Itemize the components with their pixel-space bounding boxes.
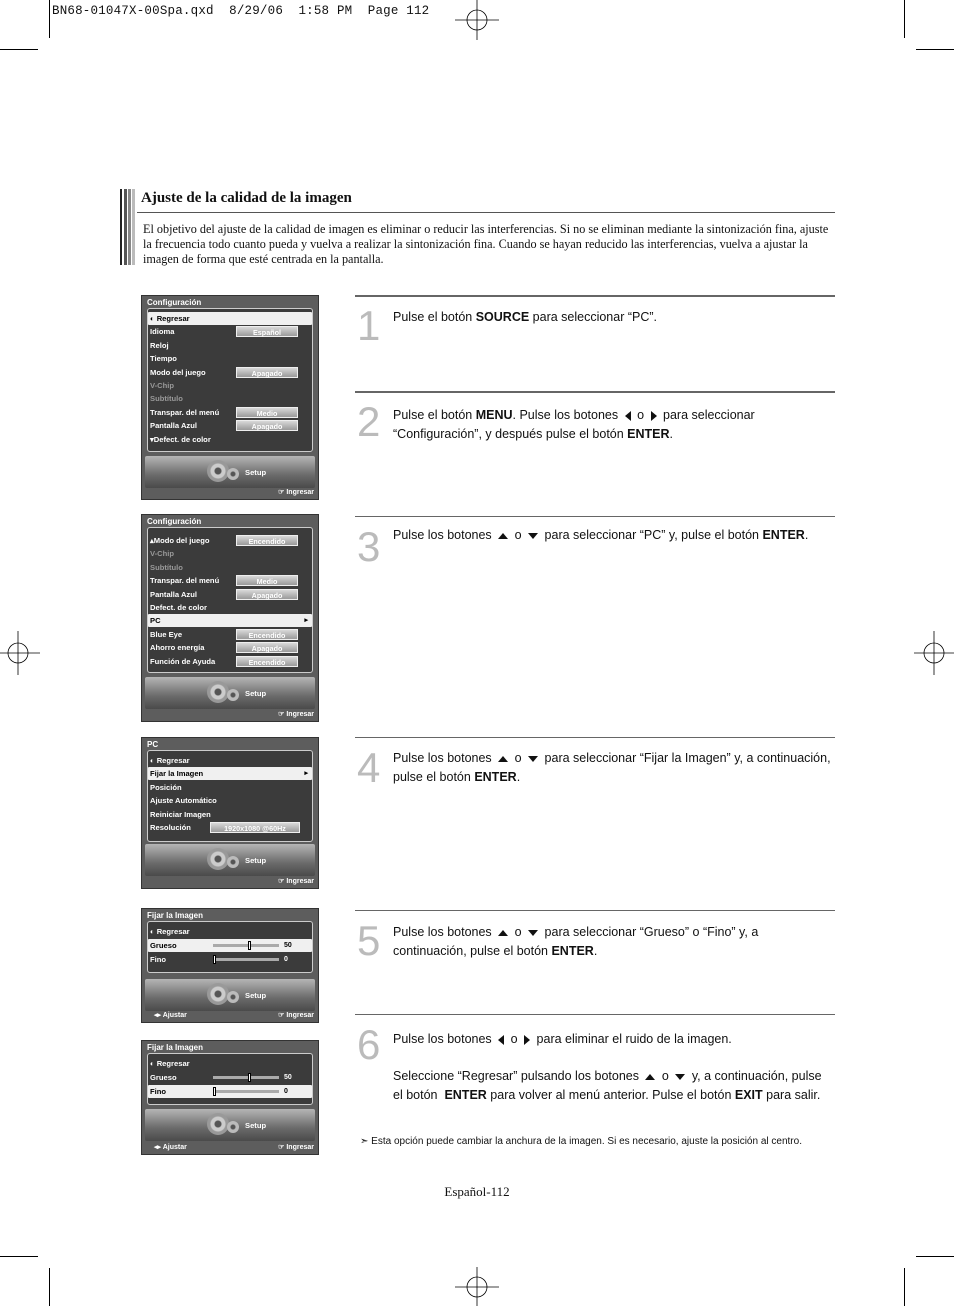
section-rule bbox=[137, 212, 835, 213]
tv-footer-enter: ☞ Ingresar bbox=[278, 489, 314, 496]
tv-menu-row bbox=[148, 547, 312, 560]
tv-menu-row bbox=[148, 534, 312, 547]
registration-mark-icon bbox=[455, 0, 499, 44]
tv-slider bbox=[213, 958, 279, 961]
tv-slider-knob bbox=[248, 941, 251, 950]
tv-row-label: ▾Defect. de color bbox=[150, 434, 211, 444]
tv-row-value: Encendido bbox=[236, 629, 298, 640]
gear-icon bbox=[207, 1113, 229, 1135]
tv-menu-title: Configuración bbox=[147, 298, 202, 307]
gear-icon bbox=[207, 983, 229, 1005]
tv-setup-label: Setup bbox=[245, 856, 267, 865]
tv-menu-row bbox=[148, 406, 312, 419]
tv-menu-row bbox=[148, 352, 312, 365]
tv-row-label: Resolución bbox=[150, 823, 191, 832]
tv-menu-row bbox=[148, 641, 312, 654]
tv-setup-label: Setup bbox=[245, 468, 267, 477]
tv-row-value: Español bbox=[236, 326, 298, 337]
step-number: 4 bbox=[357, 744, 381, 791]
tv-menu-title: PC bbox=[147, 740, 159, 749]
step-number: 1 bbox=[357, 302, 381, 349]
tv-footer-enter: ☞ Ingresar bbox=[278, 1144, 314, 1151]
tv-row-label: Fino bbox=[150, 1087, 167, 1096]
step-text: Pulse los botones o para seleccionar “PC” y, pulse el botón ENTER. bbox=[393, 528, 809, 542]
tv-menu-row bbox=[148, 655, 312, 668]
tv-row-label: Reiniciar Imagen bbox=[150, 809, 211, 819]
tv-footer-enter: ☞ Ingresar bbox=[278, 878, 314, 885]
crop-mark bbox=[916, 49, 954, 50]
tv-menu-row bbox=[148, 614, 312, 627]
tv-menu-row bbox=[148, 379, 312, 392]
tv-slider-value: 0 bbox=[284, 1088, 288, 1095]
tv-row-label: Blue Eye bbox=[150, 629, 183, 639]
tv-menu-row bbox=[148, 312, 312, 325]
tv-row-label: Fijar la Imagen bbox=[150, 769, 204, 779]
gear-icon bbox=[207, 460, 229, 482]
chevron-right-icon: ▸ bbox=[304, 617, 308, 625]
tv-menu-row bbox=[148, 574, 312, 587]
step-text: Pulse el botón MENU. Pulse los botones o para seleccionar “Configuración”, y después pulse el botón ENTER. bbox=[393, 408, 755, 441]
step-rule bbox=[355, 1014, 835, 1015]
crop-mark bbox=[904, 0, 905, 38]
tv-row-label: Fino bbox=[150, 955, 167, 964]
tv-row-label: Grueso bbox=[150, 1073, 177, 1082]
registration-mark-icon bbox=[0, 631, 44, 675]
tv-footer-adjust: ◂▸ Ajustar bbox=[154, 1012, 187, 1019]
gear-icon bbox=[207, 848, 229, 870]
gear-icon bbox=[227, 689, 239, 701]
tv-footer-adjust: ◂▸ Ajustar bbox=[154, 1144, 187, 1151]
tv-menu-row bbox=[148, 767, 312, 780]
tv-row-label: V-Chip bbox=[150, 381, 175, 390]
tv-menu-row bbox=[148, 366, 312, 379]
tv-row-label: V-Chip bbox=[150, 549, 175, 559]
step-number: 5 bbox=[357, 917, 381, 964]
tv-row-label: Ahorro energía bbox=[150, 643, 205, 653]
tv-menu-row bbox=[148, 601, 312, 614]
gear-icon bbox=[227, 991, 239, 1003]
tv-menu-row bbox=[148, 433, 312, 446]
tv-row-label: ◐ Regresar bbox=[150, 1059, 190, 1068]
tv-menu-row bbox=[148, 808, 312, 821]
tv-menu-screenshot bbox=[141, 908, 319, 1023]
step-text: Pulse los botones o para seleccionar “Fijar la Imagen” y, a continuación, pulse el botón ENTER. bbox=[393, 751, 831, 784]
tv-row-label: Posición bbox=[150, 782, 182, 792]
tv-menu-title: Fijar la Imagen bbox=[147, 911, 204, 920]
tv-row-label: PC bbox=[150, 616, 161, 626]
print-slug: BN68-01047X-00Spa.qxd 8/29/06 1:58 PM Page 112 bbox=[52, 4, 430, 18]
step-number: 2 bbox=[357, 398, 381, 445]
tv-row-label: Función de Ayuda bbox=[150, 656, 216, 666]
tv-menu-row bbox=[148, 1057, 312, 1070]
tv-slider bbox=[213, 944, 279, 947]
section-intro: El objetivo del ajuste de la calidad de imagen es eliminar o reducir las interferencias. Si no se eliminan mediante la sintonización fina, ajuste la frecuencia todo cuanto pueda y vuelva a realizar la sintonización fina. Cuando se hayan reducido las interferencias, vuelva a ajustar la imagen de forma que esté centrada en la pantalla. bbox=[143, 222, 829, 267]
step-rule bbox=[355, 516, 835, 517]
tv-slider-knob bbox=[248, 1073, 251, 1082]
gear-icon bbox=[227, 1121, 239, 1133]
tv-slider-knob bbox=[213, 1087, 216, 1096]
tv-row-label: Defect. de color bbox=[150, 603, 207, 612]
tv-row-label: Ajuste Automático bbox=[150, 796, 217, 806]
tv-row-label: Pantalla Azul bbox=[150, 589, 197, 599]
tv-menu-title: Fijar la Imagen bbox=[147, 1043, 204, 1052]
section-title: Ajuste de la calidad de la imagen bbox=[141, 190, 352, 206]
tv-row-label: Transpar. del menú bbox=[150, 576, 220, 586]
tv-row-label: Reloj bbox=[150, 340, 169, 350]
tv-slider-value: 50 bbox=[284, 1074, 292, 1081]
tv-menu-screenshot bbox=[141, 514, 319, 722]
note: ➣ Esta opción puede cambiar la anchura de la imagen. Si es necesario, ajuste la posición al centro. bbox=[360, 1136, 802, 1147]
tv-row-label: ◐ Regresar bbox=[150, 927, 190, 936]
gear-icon bbox=[207, 681, 229, 703]
tv-row-value: Medio bbox=[236, 575, 298, 586]
tv-menu-screenshot bbox=[141, 1040, 319, 1155]
tv-row-label: Pantalla Azul bbox=[150, 421, 197, 431]
tv-row-value: Apagado bbox=[236, 642, 298, 653]
registration-mark-icon bbox=[455, 1265, 499, 1306]
tv-setup-bar bbox=[145, 979, 315, 1011]
tv-footer-enter: ☞ Ingresar bbox=[278, 1012, 314, 1019]
tv-menu-row bbox=[148, 392, 312, 405]
tv-menu-screenshot bbox=[141, 737, 319, 889]
tv-menu-row bbox=[148, 953, 312, 966]
tv-setup-label: Setup bbox=[245, 991, 267, 1000]
tv-row-label: ◐ Regresar bbox=[150, 314, 190, 323]
crop-mark bbox=[49, 1268, 50, 1306]
crop-mark bbox=[0, 1256, 38, 1257]
tv-setup-label: Setup bbox=[245, 1121, 267, 1130]
tv-row-label: Tiempo bbox=[150, 354, 177, 364]
step-rule bbox=[355, 737, 835, 738]
tv-row-value: 1920x1080 @60Hz bbox=[210, 822, 300, 833]
tv-row-value: Apagado bbox=[236, 420, 298, 431]
gear-icon bbox=[227, 468, 239, 480]
tv-setup-bar bbox=[145, 677, 315, 709]
tv-row-value: Encendido bbox=[236, 656, 298, 667]
tv-menu-row bbox=[148, 561, 312, 574]
tv-menu-row bbox=[148, 939, 312, 952]
tv-menu-row bbox=[148, 781, 312, 794]
tv-menu-row bbox=[148, 588, 312, 601]
tv-slider-value: 0 bbox=[284, 956, 288, 963]
step-text: Pulse el botón SOURCE para seleccionar “PC”. bbox=[393, 310, 658, 324]
crop-mark bbox=[904, 1268, 905, 1306]
tv-row-label: Modo del juego bbox=[150, 367, 206, 377]
tv-menu-title: Configuración bbox=[147, 517, 202, 526]
step-rule bbox=[355, 910, 835, 911]
tv-menu-row bbox=[148, 325, 312, 338]
page-footer: Español-112 bbox=[444, 1184, 510, 1199]
tv-row-value: Medio bbox=[236, 407, 298, 418]
tv-row-value: Encendido bbox=[236, 535, 298, 546]
tv-slider-value: 50 bbox=[284, 942, 292, 949]
step-number: 3 bbox=[357, 523, 381, 570]
tv-menu-row bbox=[148, 339, 312, 352]
registration-mark-icon bbox=[910, 631, 954, 675]
tv-menu-row bbox=[148, 794, 312, 807]
tv-row-label: Transpar. del menú bbox=[150, 407, 220, 417]
step-text: Pulse los botones o para seleccionar “Grueso” o “Fino” y, a continuación, pulse el botón ENTER. bbox=[393, 925, 759, 958]
tv-slider bbox=[213, 1090, 279, 1093]
tv-setup-label: Setup bbox=[245, 689, 267, 698]
tv-menu-row bbox=[148, 821, 312, 834]
tv-row-label: ◐ Regresar bbox=[150, 756, 190, 765]
tv-setup-bar bbox=[145, 456, 315, 488]
step-rule bbox=[355, 391, 835, 393]
tv-row-label: Grueso bbox=[150, 941, 177, 950]
tv-menu-row bbox=[148, 925, 312, 938]
tv-footer-enter: ☞ Ingresar bbox=[278, 711, 314, 718]
tv-menu-row bbox=[148, 1071, 312, 1084]
crop-mark bbox=[916, 1256, 954, 1257]
tv-setup-bar bbox=[145, 844, 315, 876]
step-text: Pulse los botones o para eliminar el ruido de la imagen. Seleccione “Regresar” pulsando los botones o y, a continuación, pulse el botón ENTER para volver al menú anterior. Pulse el botón EXIT para salir. bbox=[393, 1032, 822, 1102]
step-rule bbox=[355, 295, 835, 297]
tv-row-value: Apagado bbox=[236, 367, 298, 378]
crop-mark bbox=[0, 49, 38, 50]
tv-setup-bar bbox=[145, 1109, 315, 1141]
tv-menu-row bbox=[148, 1085, 312, 1098]
tv-slider-knob bbox=[213, 955, 216, 964]
tv-menu-screenshot bbox=[141, 295, 319, 500]
section-bar bbox=[120, 189, 135, 265]
tv-row-value: Apagado bbox=[236, 589, 298, 600]
step-number: 6 bbox=[357, 1021, 381, 1068]
tv-row-label: ▴Modo del juego bbox=[150, 536, 210, 545]
tv-row-label: Idioma bbox=[150, 327, 175, 337]
chevron-right-icon: ▸ bbox=[304, 770, 308, 778]
crop-mark bbox=[49, 0, 50, 38]
tv-menu-row bbox=[148, 628, 312, 641]
tv-slider bbox=[213, 1076, 279, 1079]
tv-menu-row bbox=[148, 754, 312, 767]
gear-icon bbox=[227, 856, 239, 868]
tv-row-label: Subtítulo bbox=[150, 562, 183, 572]
tv-row-label: Subtítulo bbox=[150, 394, 183, 404]
tv-menu-row bbox=[148, 419, 312, 432]
